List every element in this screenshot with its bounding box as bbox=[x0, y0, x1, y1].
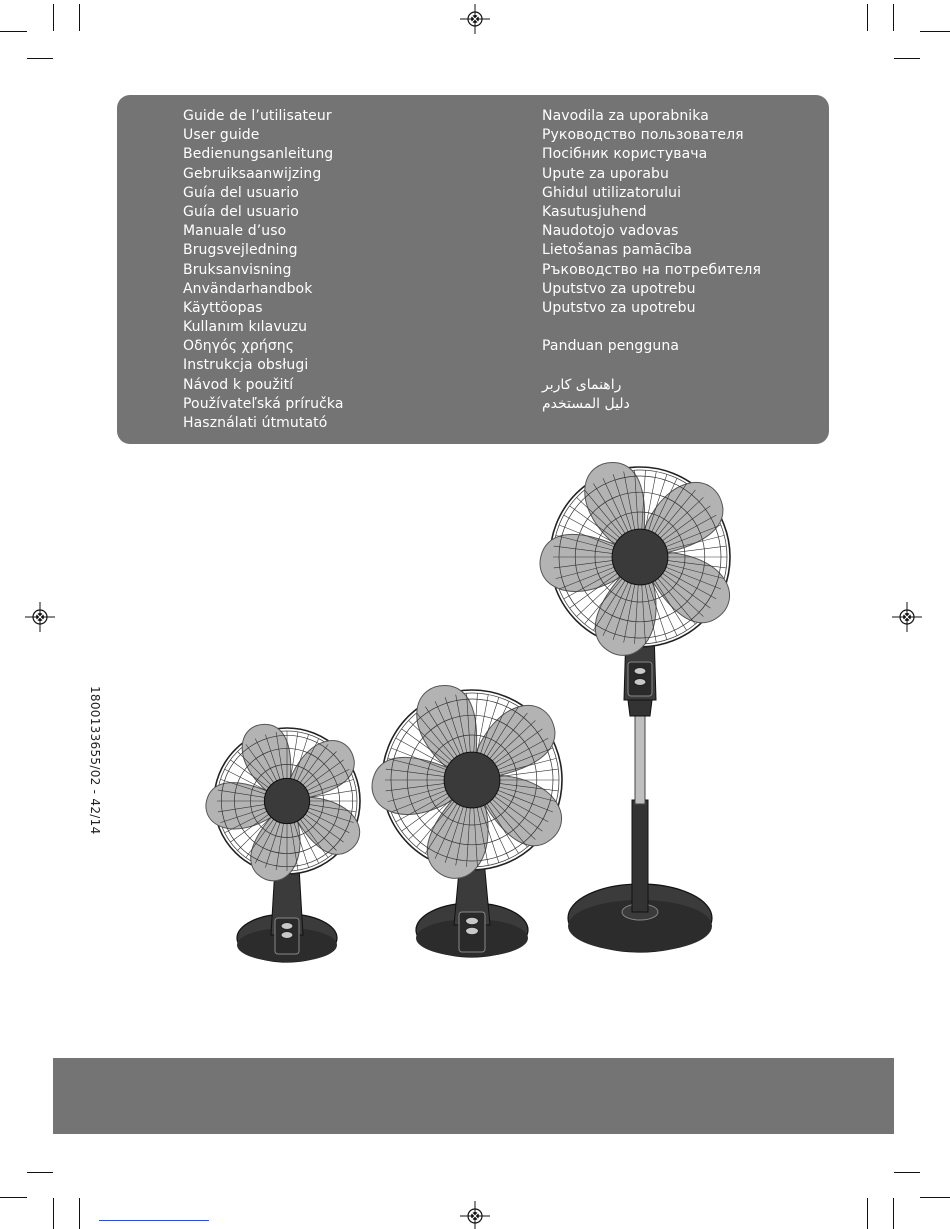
title-line: Uputstvo za upotrebu bbox=[542, 299, 696, 316]
title-line-rtl: راهنمای کاربر bbox=[542, 376, 622, 393]
title-line: Manuale d’uso bbox=[183, 223, 287, 240]
title-line: Посібник користувача bbox=[542, 146, 708, 163]
title-line: Lietošanas pamācība bbox=[542, 242, 693, 259]
footer-band bbox=[53, 1058, 894, 1134]
title-line: Οδηγός χρήσης bbox=[183, 338, 295, 355]
document-code: 1800133655/02 - 42/14 bbox=[88, 686, 102, 835]
title-line-rtl: دليل المستخدم bbox=[542, 395, 630, 412]
pedestal-fan bbox=[529, 455, 736, 952]
title-line: Brugsvejledning bbox=[183, 242, 298, 259]
small-table-fan bbox=[197, 718, 365, 962]
medium-table-fan bbox=[361, 678, 568, 957]
title-line: Guide de l’utilisateur bbox=[183, 108, 332, 124]
title-line: Gebruiksaanwijzing bbox=[183, 165, 322, 182]
title-line: User guide bbox=[183, 127, 260, 144]
title-line: Használati útmutató bbox=[183, 415, 328, 431]
title-line: Användarhandbok bbox=[183, 280, 313, 297]
title-line: Guía del usuario bbox=[183, 203, 299, 220]
title-line: Käyttöopas bbox=[183, 299, 263, 316]
title-line: Ghidul utilizatorului bbox=[542, 184, 682, 201]
title-line: Guía del usuario bbox=[183, 184, 299, 201]
title-line: Bruksanvisning bbox=[183, 261, 292, 278]
title-line: Kullanım kılavuzu bbox=[183, 319, 308, 336]
title-line: Kasutusjuhend bbox=[542, 203, 647, 220]
title-line: Upute za uporabu bbox=[542, 165, 669, 182]
title-line: Naudotojo vadovas bbox=[542, 223, 679, 240]
title-line: Bedienungsanleitung bbox=[183, 146, 334, 163]
title-line: Používateľská príručka bbox=[183, 395, 344, 412]
title-line: Panduan pengguna bbox=[542, 338, 679, 355]
title-line: Návod k použití bbox=[183, 376, 294, 393]
title-line: Uputstvo za upotrebu bbox=[542, 280, 696, 297]
title-line: Ръководство на потребителя bbox=[542, 261, 761, 278]
title-line: Navodila za uporabnika bbox=[542, 108, 709, 124]
title-line: Instrukcja obsługi bbox=[183, 357, 309, 374]
title-line: Руководство пользователя bbox=[542, 127, 744, 144]
footer-underline bbox=[99, 1220, 209, 1221]
